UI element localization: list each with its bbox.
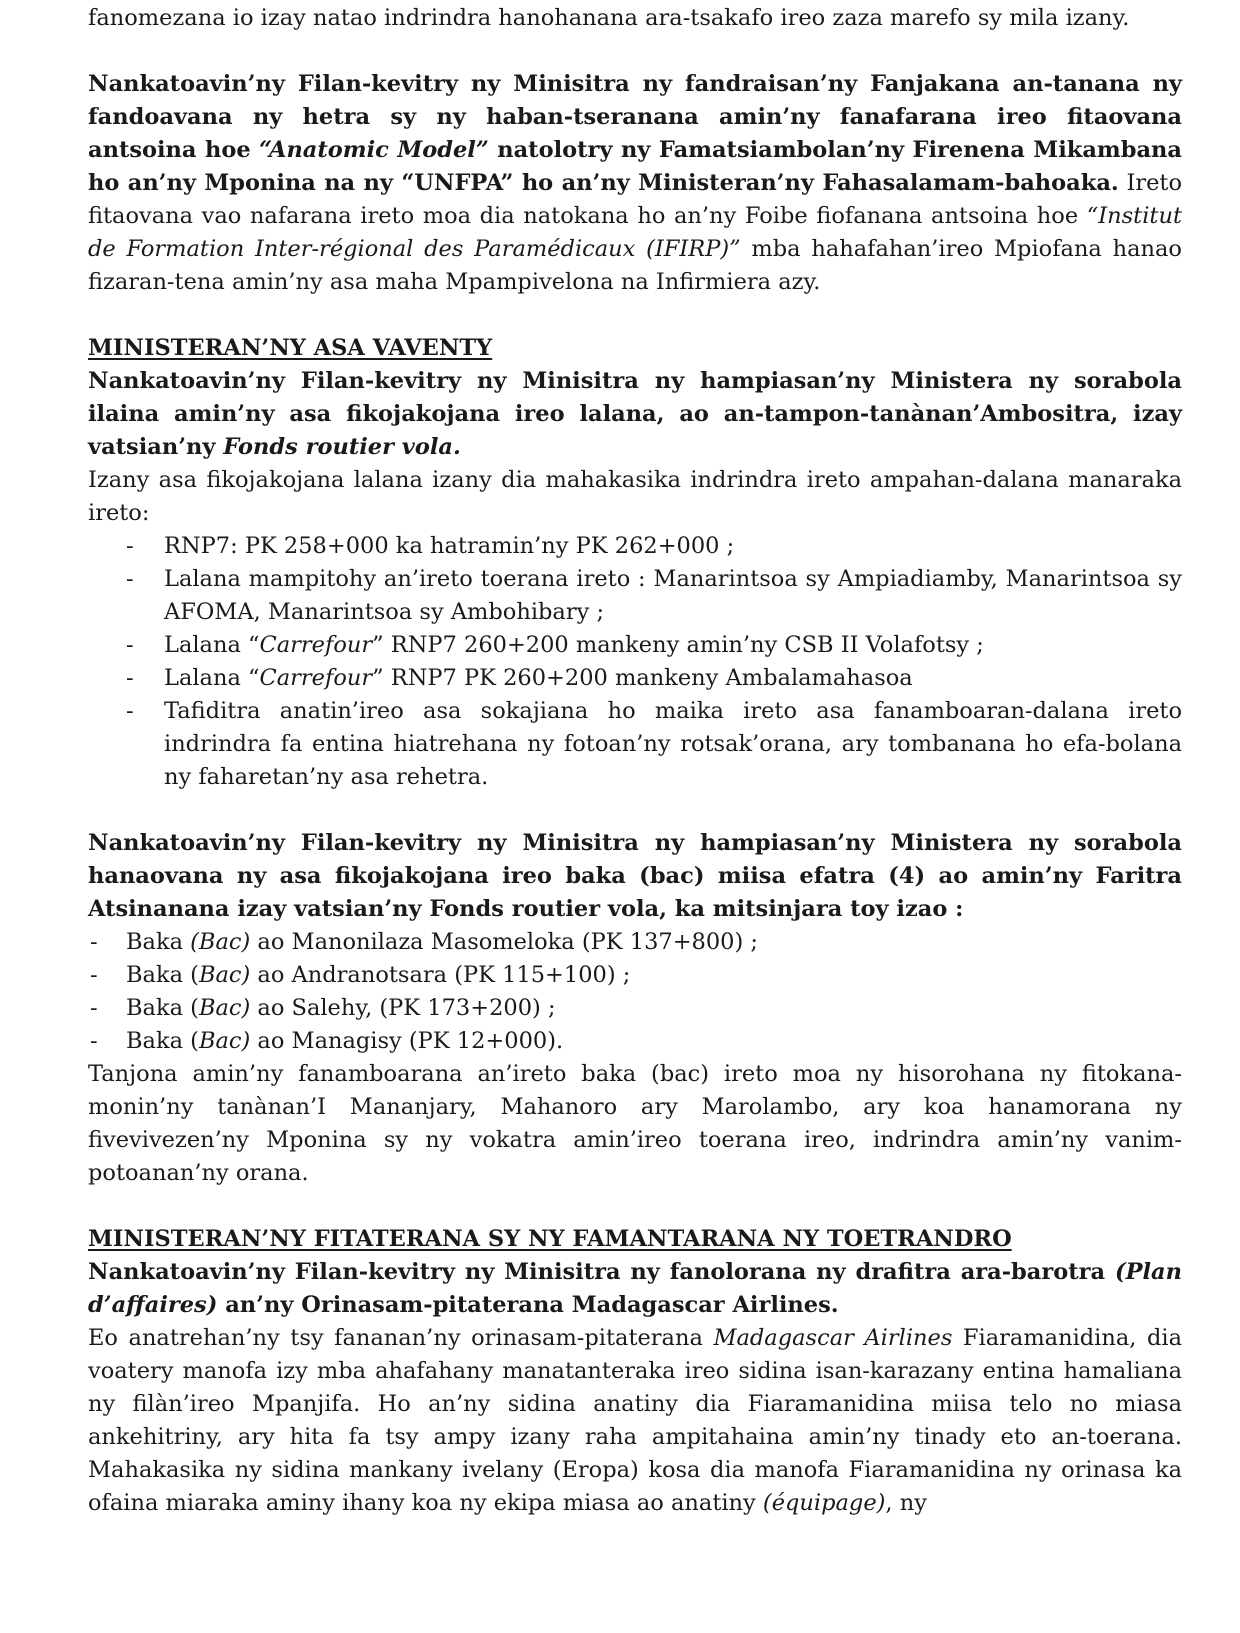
plan-affaires-term: (Plan d’affaires)	[88, 1259, 1182, 1318]
fonds-routier-term: Fonds routier vola.	[223, 434, 461, 460]
fitaterana-decision	[88, 1256, 1182, 1322]
asa-vaventy-decision-1	[88, 365, 1182, 464]
bac-list	[88, 926, 1182, 1058]
intro-paragraph: fanomezana io izay natao indrindra hanohanana ara-tsakafo ireo zaza marefo sy mila izany.	[88, 5, 1130, 31]
list-item: - Lalana mampitohy an’ireto toerana ireto : Manarintsoa sy Ampiadiamby, Manarintsoa sy AFOMA, Manarintsoa sy Ambohibary ;	[88, 563, 1182, 629]
section-heading-fitaterana: MINISTERAN’NY FITATERANA SY NY FAMANTARANA NY TOETRANDRO	[88, 1226, 1012, 1252]
list-item: - Tafiditra anatin’ireo asa sokajiana ho maika ireto asa fanamboaran-dalana ireto indrindra fa entina hiatrehana ny fotoan’ny rotsak’orana, ary tombanana ho efa-bolana ny faharetan’ny asa rehetra.	[88, 695, 1182, 794]
decision-1-text: Nankatoavin’ny Filan-kevitry ny Minisitra ny hampiasan’ny Ministera ny sorabola ilaina amin’ny asa fikojakojana ireo lalana, ao an-tampon-tanànan’Ambositra, izay vatsian’ny	[88, 368, 1182, 460]
anatomic-decision-text-end: natolotry ny Famatsiambolan’ny Firenena Mikambana ho an’ny Mponina na ny “UNFPA” ho an’ny Ministeran’ny Fahasalamam-bahoaka.	[88, 137, 1182, 196]
decision-2-text: Nankatoavin’ny Filan-kevitry ny Minisitra ny hampiasan’ny Ministera ny sorabola hanaovana ny asa fikojakojana ireo baka (bac) miisa efatra (4) ao amin’ny Faritra Atsinanana izay vatsian’ny Fonds routier vola, ka mitsinjara toy izao :	[88, 830, 1182, 922]
list-item: - Baka (Bac) ao Manonilaza Masomeloka (PK 137+800) ;	[88, 926, 1182, 959]
document-page	[88, 0, 1182, 1520]
equipage-term: (équipage)	[762, 1490, 886, 1516]
asa-vaventy-decision-2	[88, 827, 1182, 926]
fitaterana-decision-text: Nankatoavin’ny Filan-kevitry ny Minisitra ny fanolorana ny drafitra ara-barotra	[88, 1259, 1115, 1285]
list-item: - Lalana “Carrefour” RNP7 PK 260+200 mankeny Ambalamahasoa	[88, 662, 1182, 695]
list-item: - Baka (Bac) ao Managisy (PK 12+000).	[88, 1025, 1182, 1058]
madagascar-airlines-paragraph: Eo anatrehan’ny tsy fananan’ny orinasam-pitaterana Madagascar Airlines Fiaramanidina, dia voatery manofa izy mba ahafahany manatanteraka ireo sidina isan-karazany entina hamaliana ny filàn’ireo Mpanjifa. Ho an’ny sidina anatiny dia Fiaramanidina miisa telo no miasa ankehitriny, ary hita fa tsy ampy izany raha ampitahaina amin’ny tinady eto an-toerana. Mahakasika ny sidina mankany ivelany (Eropa) kosa dia manofa Fiaramanidina ny orinasa ka ofaina miaraka aminy ihany koa ny ekipa miasa ao anatiny (équipage), ny	[88, 1325, 1182, 1516]
road-works-intro: Izany asa fikojakojana lalana izany dia mahakasika indrindra ireto ampahan-dalana manaraka ireto:	[88, 467, 1182, 526]
ifirp-name: “Institut de Formation Inter-régional des Paramédicaux (IFIRP)”	[88, 203, 1182, 262]
list-item: - Lalana “Carrefour” RNP7 260+200 mankeny amin’ny CSB II Volafotsy ;	[88, 629, 1182, 662]
section-heading-asa-vaventy: MINISTERAN’NY ASA VAVENTY	[88, 335, 493, 361]
road-segment-list	[88, 530, 1182, 794]
list-item: - Baka (Bac) ao Andranotsara (PK 115+100) ;	[88, 959, 1182, 992]
anatomic-decision-text: Nankatoavin’ny Filan-kevitry ny Minisitra ny fandraisan’ny Fanjakana an-tanana ny fandoavana ny hetra sy ny haban-tseranana amin’ny fanafarana ireo fitaovana antsoina hoe	[88, 71, 1182, 163]
anatomic-detail-text: Ireto fitaovana vao nafarana ireto moa dia natokana ho an’ny Foibe fiofanana antsoina hoe	[88, 170, 1182, 229]
anatomic-model-paragraph	[88, 68, 1182, 299]
anatomic-detail-end: mba hahafahan’ireo Mpiofana hanao fizaran-tena amin’ny asa maha Mpampivelona na Infirmiera azy.	[88, 236, 1182, 295]
list-item: - Baka (Bac) ao Salehy, (PK 173+200) ;	[88, 992, 1182, 1025]
anatomic-model-term: “Anatomic Model”	[259, 137, 489, 163]
madagascar-airlines-name: Madagascar Airlines	[713, 1325, 953, 1351]
fitaterana-decision-end: an’ny Orinasam-pitaterana Madagascar Airlines.	[217, 1292, 839, 1318]
list-item: - RNP7: PK 258+000 ka hatramin’ny PK 262+000 ;	[88, 530, 1182, 563]
bac-outcome-paragraph: Tanjona amin’ny fanamboarana an’ireto baka (bac) ireto moa ny hisorohana ny fitokana-monin’ny tanànan’I Mananjary, Mahanoro ary Marolambo, ary koa hanamorana ny fivevivezen’ny Mponina sy ny vokatra amin’ireo toerana ireo, indrindra amin’ny vanim-potoanan’ny orana.	[88, 1061, 1182, 1186]
